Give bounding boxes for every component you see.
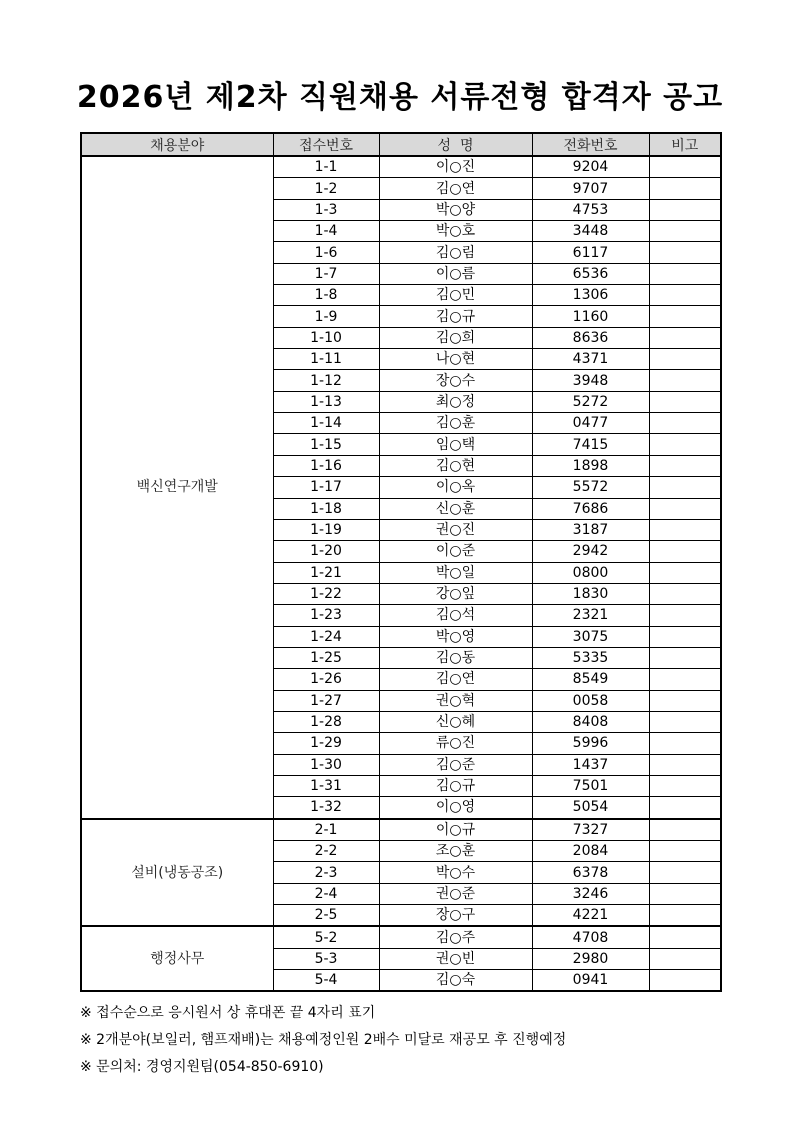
remarks-cell xyxy=(649,306,721,327)
phone-last4-cell: 2942 xyxy=(532,541,649,562)
applicant-name-cell: 조○훈 xyxy=(379,841,532,862)
application-number-cell: 1-22 xyxy=(273,583,379,604)
phone-last4-cell: 9707 xyxy=(532,178,649,199)
applicant-name-cell: 권○빈 xyxy=(379,948,532,969)
application-number-cell: 1-18 xyxy=(273,498,379,519)
application-number-cell: 5-4 xyxy=(273,970,379,992)
applicant-name-cell: 이○규 xyxy=(379,819,532,841)
remarks-cell xyxy=(649,583,721,604)
applicant-name-cell: 최○정 xyxy=(379,391,532,412)
application-number-cell: 1-20 xyxy=(273,541,379,562)
remarks-cell xyxy=(649,370,721,391)
application-number-cell: 1-19 xyxy=(273,519,379,540)
applicant-name-cell: 김○현 xyxy=(379,455,532,476)
phone-last4-cell: 4708 xyxy=(532,926,649,948)
phone-last4-cell: 0058 xyxy=(532,690,649,711)
remarks-cell xyxy=(649,970,721,992)
applicant-name-cell: 나○현 xyxy=(379,349,532,370)
applicant-name-cell: 이○준 xyxy=(379,541,532,562)
applicant-name-cell: 김○동 xyxy=(379,647,532,668)
application-number-cell: 1-15 xyxy=(273,434,379,455)
remarks-cell xyxy=(649,690,721,711)
application-number-cell: 1-3 xyxy=(273,199,379,220)
application-number-cell: 1-30 xyxy=(273,754,379,775)
remarks-cell xyxy=(649,519,721,540)
phone-last4-cell: 5272 xyxy=(532,391,649,412)
phone-last4-cell: 0477 xyxy=(532,413,649,434)
applicant-name-cell: 김○림 xyxy=(379,242,532,263)
remarks-cell xyxy=(649,178,721,199)
applicant-name-cell: 신○혜 xyxy=(379,711,532,732)
remarks-cell xyxy=(649,733,721,754)
remarks-cell xyxy=(649,841,721,862)
application-number-cell: 1-13 xyxy=(273,391,379,412)
phone-last4-cell: 6117 xyxy=(532,242,649,263)
note-line: ※ 2개분야(보일러, 햄프재배)는 채용예정인원 2배수 미달로 재공모 후 진행예정 xyxy=(80,1032,567,1048)
remarks-cell xyxy=(649,263,721,284)
applicant-name-cell: 이○옥 xyxy=(379,477,532,498)
applicant-name-cell: 장○수 xyxy=(379,370,532,391)
remarks-cell xyxy=(649,349,721,370)
phone-last4-cell: 3448 xyxy=(532,221,649,242)
recruitment-field-cell: 행정사무 xyxy=(81,926,273,991)
phone-last4-cell: 7501 xyxy=(532,775,649,796)
application-number-cell: 1-9 xyxy=(273,306,379,327)
header-remarks: 비고 xyxy=(649,133,721,156)
note-line: ※ 문의처: 경영지원팀(054-850-6910) xyxy=(80,1059,324,1075)
phone-last4-cell: 2321 xyxy=(532,605,649,626)
header-field: 채용분야 xyxy=(81,133,273,156)
application-number-cell: 1-31 xyxy=(273,775,379,796)
applicant-name-cell: 임○택 xyxy=(379,434,532,455)
remarks-cell xyxy=(649,327,721,348)
remarks-cell xyxy=(649,754,721,775)
remarks-cell xyxy=(649,391,721,412)
remarks-cell xyxy=(649,883,721,904)
application-number-cell: 1-2 xyxy=(273,178,379,199)
applicant-name-cell: 김○석 xyxy=(379,605,532,626)
application-number-cell: 1-25 xyxy=(273,647,379,668)
phone-last4-cell: 1437 xyxy=(532,754,649,775)
phone-last4-cell: 5054 xyxy=(532,797,649,819)
application-number-cell: 1-8 xyxy=(273,285,379,306)
phone-last4-cell: 5572 xyxy=(532,477,649,498)
table-row xyxy=(81,926,721,948)
application-number-cell: 1-29 xyxy=(273,733,379,754)
remarks-cell xyxy=(649,455,721,476)
remarks-cell xyxy=(649,434,721,455)
remarks-cell xyxy=(649,926,721,948)
remarks-cell xyxy=(649,862,721,883)
phone-last4-cell: 4371 xyxy=(532,349,649,370)
phone-last4-cell: 0941 xyxy=(532,970,649,992)
remarks-cell xyxy=(649,498,721,519)
phone-last4-cell: 8408 xyxy=(532,711,649,732)
applicant-name-cell: 박○수 xyxy=(379,862,532,883)
applicant-name-cell: 이○진 xyxy=(379,156,532,178)
applicant-name-cell: 김○규 xyxy=(379,306,532,327)
page-title: 2026년 제2차 직원채용 서류전형 합격자 공고 xyxy=(76,80,724,115)
remarks-cell xyxy=(649,948,721,969)
remarks-cell xyxy=(649,775,721,796)
remarks-cell xyxy=(649,797,721,819)
applicant-name-cell: 김○민 xyxy=(379,285,532,306)
application-number-cell: 1-1 xyxy=(273,156,379,178)
application-number-cell: 1-21 xyxy=(273,562,379,583)
remarks-cell xyxy=(649,285,721,306)
remarks-cell xyxy=(649,669,721,690)
remarks-cell xyxy=(649,711,721,732)
application-number-cell: 2-5 xyxy=(273,905,379,927)
remarks-cell xyxy=(649,199,721,220)
applicant-name-cell: 이○름 xyxy=(379,263,532,284)
application-number-cell: 1-32 xyxy=(273,797,379,819)
application-number-cell: 5-3 xyxy=(273,948,379,969)
header-name: 성 명 xyxy=(379,133,532,156)
applicant-name-cell: 김○규 xyxy=(379,775,532,796)
application-number-cell: 1-11 xyxy=(273,349,379,370)
phone-last4-cell: 2084 xyxy=(532,841,649,862)
application-number-cell: 1-23 xyxy=(273,605,379,626)
application-number-cell: 1-10 xyxy=(273,327,379,348)
remarks-cell xyxy=(649,905,721,927)
notes-section xyxy=(80,1000,740,1081)
table-body xyxy=(81,156,721,991)
applicant-name-cell: 김○준 xyxy=(379,754,532,775)
applicant-name-cell: 김○희 xyxy=(379,327,532,348)
phone-last4-cell: 2980 xyxy=(532,948,649,969)
phone-last4-cell: 3246 xyxy=(532,883,649,904)
application-number-cell: 1-24 xyxy=(273,626,379,647)
phone-last4-cell: 1898 xyxy=(532,455,649,476)
remarks-cell xyxy=(649,626,721,647)
application-number-cell: 1-27 xyxy=(273,690,379,711)
applicant-name-cell: 장○구 xyxy=(379,905,532,927)
remarks-cell xyxy=(649,242,721,263)
phone-last4-cell: 8636 xyxy=(532,327,649,348)
phone-last4-cell: 4753 xyxy=(532,199,649,220)
remarks-cell xyxy=(649,819,721,841)
applicant-name-cell: 박○일 xyxy=(379,562,532,583)
recruitment-field-cell: 백신연구개발 xyxy=(81,156,273,819)
application-number-cell: 1-14 xyxy=(273,413,379,434)
phone-last4-cell: 6378 xyxy=(532,862,649,883)
applicant-name-cell: 박○양 xyxy=(379,199,532,220)
phone-last4-cell: 7327 xyxy=(532,819,649,841)
applicant-table xyxy=(80,132,722,992)
applicant-name-cell: 김○연 xyxy=(379,178,532,199)
table-row xyxy=(81,819,721,841)
recruitment-field-cell: 설비(냉동공조) xyxy=(81,819,273,927)
phone-last4-cell: 6536 xyxy=(532,263,649,284)
remarks-cell xyxy=(649,477,721,498)
applicant-name-cell: 강○잎 xyxy=(379,583,532,604)
remarks-cell xyxy=(649,413,721,434)
applicant-name-cell: 김○주 xyxy=(379,926,532,948)
header-phone: 전화번호 xyxy=(532,133,649,156)
phone-last4-cell: 7686 xyxy=(532,498,649,519)
remarks-cell xyxy=(649,605,721,626)
phone-last4-cell: 1306 xyxy=(532,285,649,306)
applicant-name-cell: 김○숙 xyxy=(379,970,532,992)
application-number-cell: 1-17 xyxy=(273,477,379,498)
phone-last4-cell: 5335 xyxy=(532,647,649,668)
application-number-cell: 1-7 xyxy=(273,263,379,284)
remarks-cell xyxy=(649,562,721,583)
phone-last4-cell: 1160 xyxy=(532,306,649,327)
applicant-name-cell: 신○훈 xyxy=(379,498,532,519)
phone-last4-cell: 3187 xyxy=(532,519,649,540)
applicant-name-cell: 권○준 xyxy=(379,883,532,904)
phone-last4-cell: 0800 xyxy=(532,562,649,583)
application-number-cell: 2-1 xyxy=(273,819,379,841)
application-number-cell: 1-6 xyxy=(273,242,379,263)
application-number-cell: 1-12 xyxy=(273,370,379,391)
applicant-name-cell: 김○연 xyxy=(379,669,532,690)
application-number-cell: 2-3 xyxy=(273,862,379,883)
remarks-cell xyxy=(649,541,721,562)
header-application-number: 접수번호 xyxy=(273,133,379,156)
application-number-cell: 1-28 xyxy=(273,711,379,732)
applicant-name-cell: 박○영 xyxy=(379,626,532,647)
remarks-cell xyxy=(649,221,721,242)
phone-last4-cell: 1830 xyxy=(532,583,649,604)
application-number-cell: 1-16 xyxy=(273,455,379,476)
phone-last4-cell: 8549 xyxy=(532,669,649,690)
application-number-cell: 1-4 xyxy=(273,221,379,242)
application-number-cell: 1-26 xyxy=(273,669,379,690)
phone-last4-cell: 5996 xyxy=(532,733,649,754)
application-number-cell: 5-2 xyxy=(273,926,379,948)
note-line: ※ 접수순으로 응시원서 상 휴대폰 끝 4자리 표기 xyxy=(80,1005,376,1021)
phone-last4-cell: 4221 xyxy=(532,905,649,927)
applicant-name-cell: 류○진 xyxy=(379,733,532,754)
phone-last4-cell: 9204 xyxy=(532,156,649,178)
remarks-cell xyxy=(649,156,721,178)
phone-last4-cell: 3075 xyxy=(532,626,649,647)
table-header-row xyxy=(81,133,721,156)
phone-last4-cell: 7415 xyxy=(532,434,649,455)
applicant-name-cell: 권○혁 xyxy=(379,690,532,711)
application-number-cell: 2-4 xyxy=(273,883,379,904)
applicant-name-cell: 박○호 xyxy=(379,221,532,242)
table-row xyxy=(81,156,721,178)
application-number-cell: 2-2 xyxy=(273,841,379,862)
applicant-name-cell: 권○진 xyxy=(379,519,532,540)
phone-last4-cell: 3948 xyxy=(532,370,649,391)
remarks-cell xyxy=(649,647,721,668)
applicant-name-cell: 이○영 xyxy=(379,797,532,819)
applicant-name-cell: 김○훈 xyxy=(379,413,532,434)
